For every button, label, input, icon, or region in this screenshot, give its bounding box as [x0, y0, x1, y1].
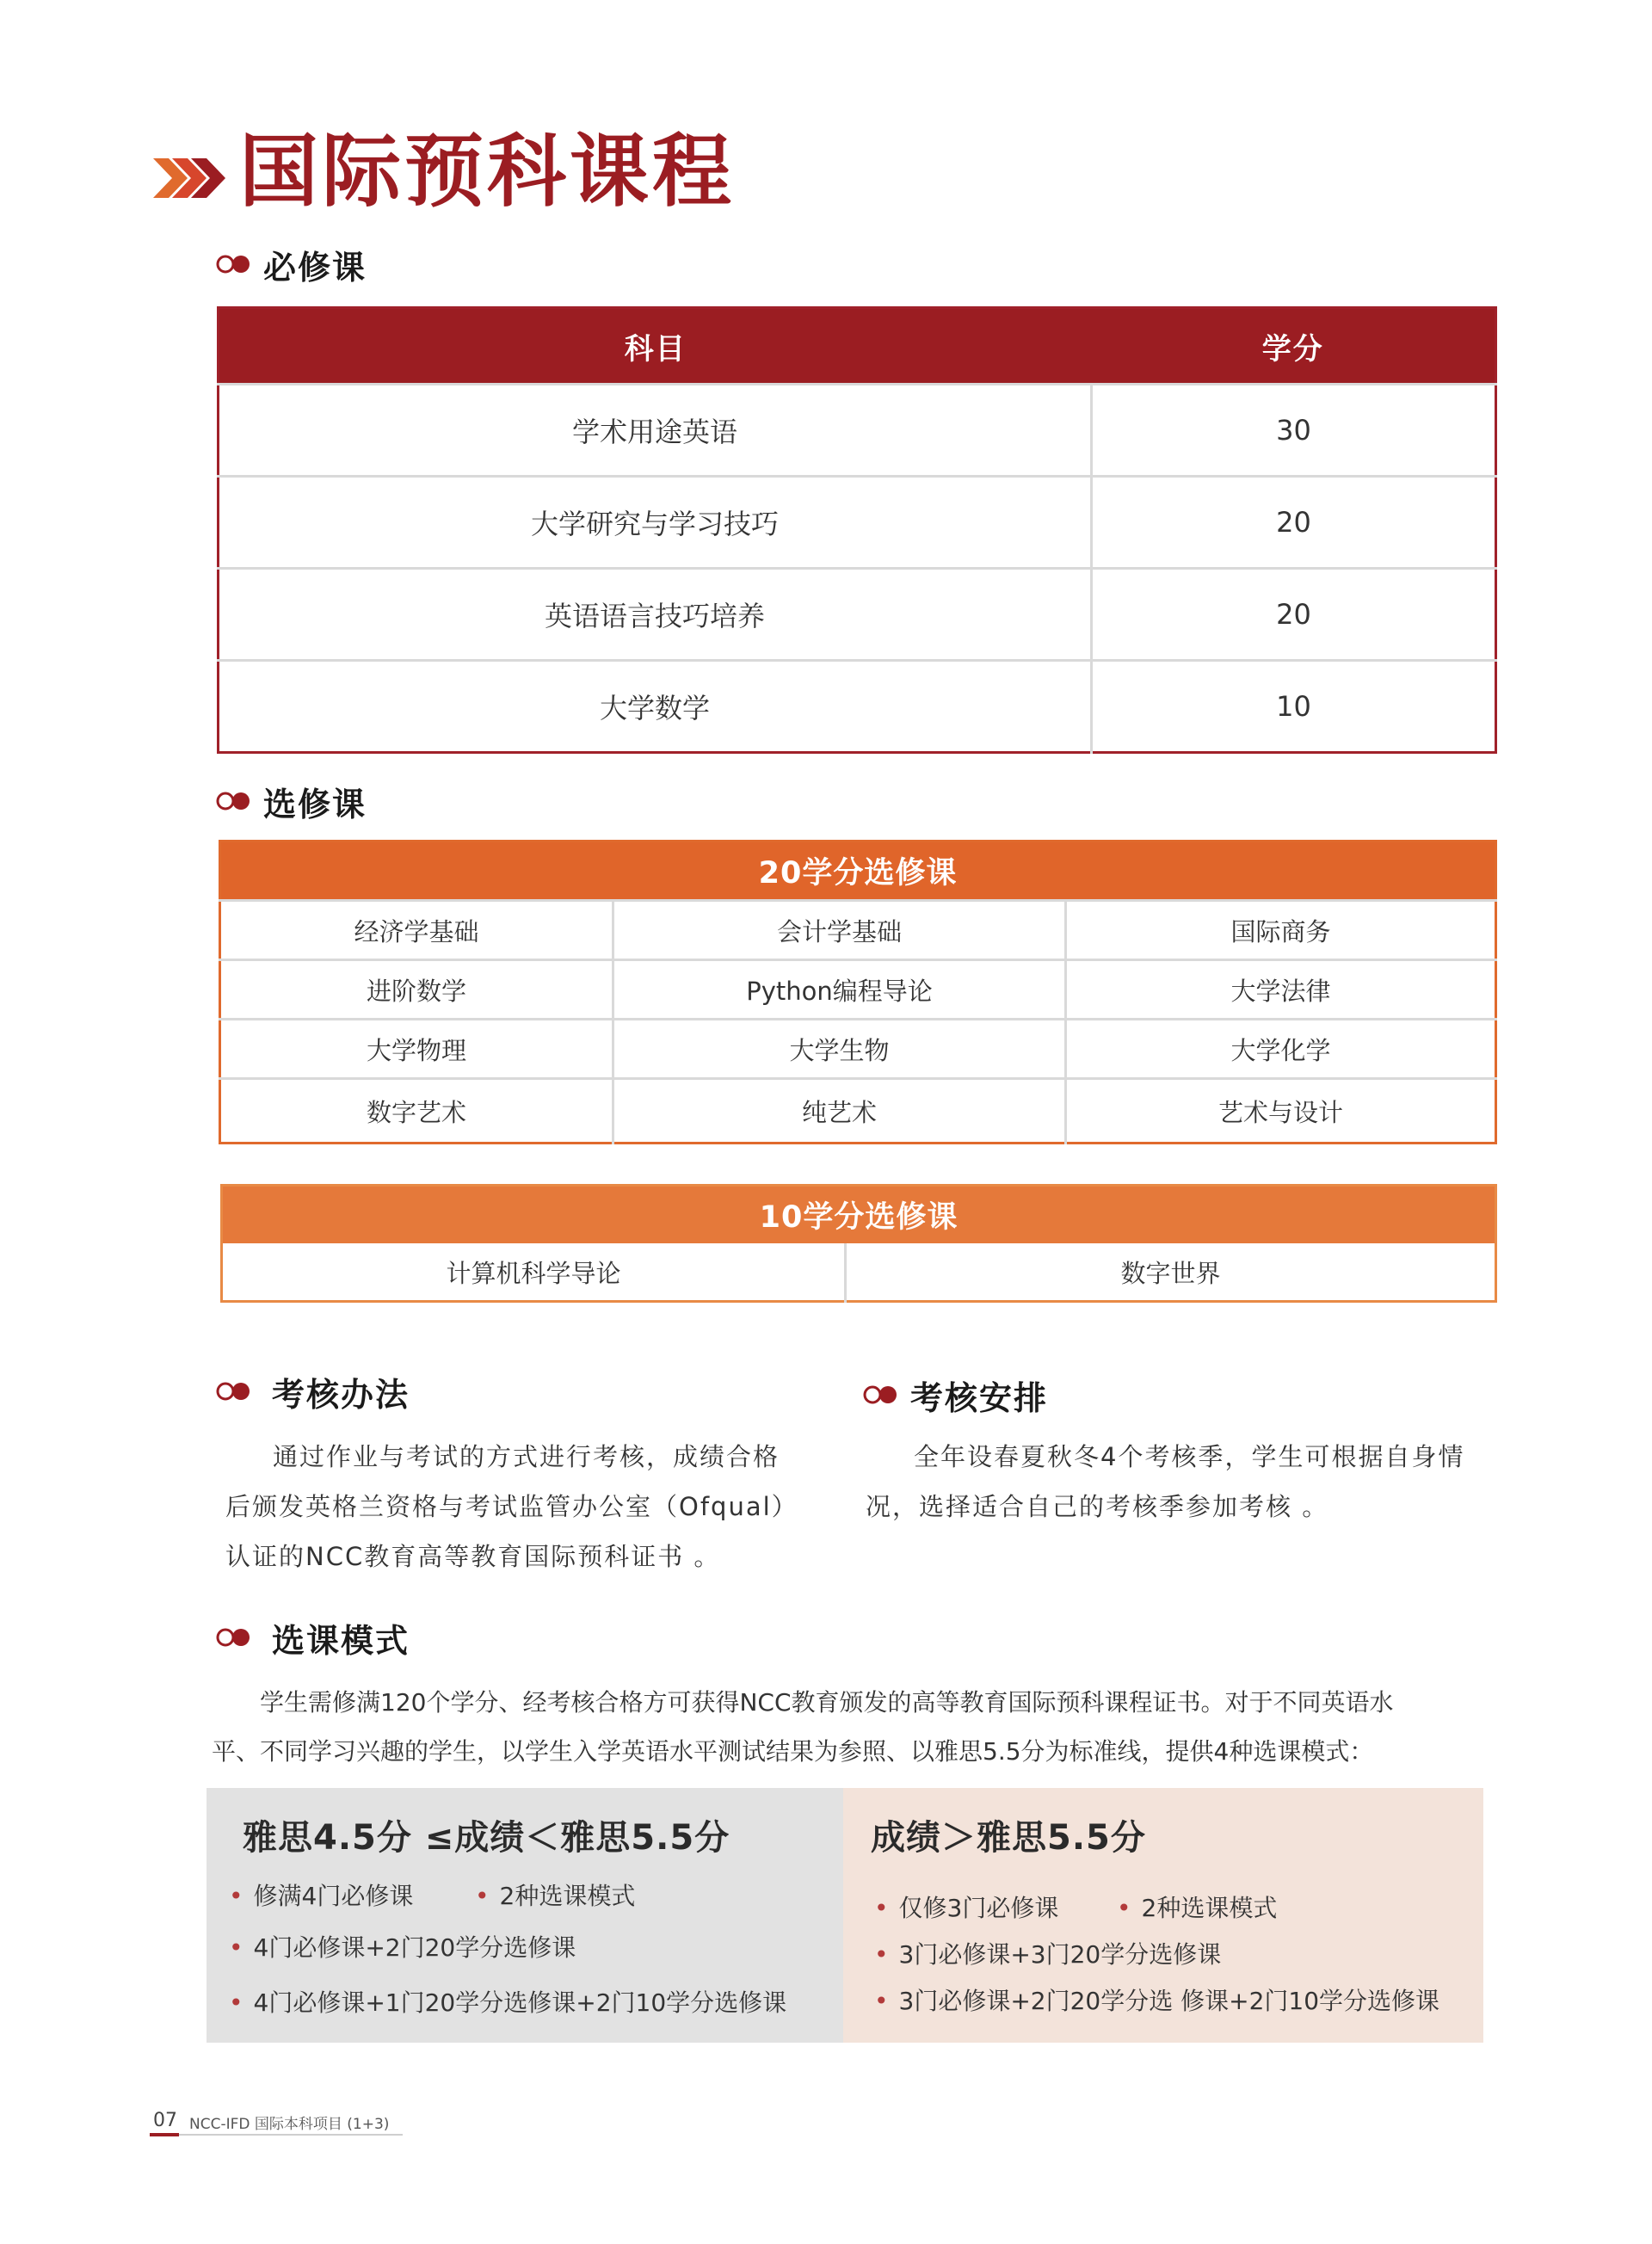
section-electives-title: 选修课 — [263, 785, 367, 823]
section-assessment-method — [215, 1370, 410, 1413]
bullet-icon: • — [229, 1988, 243, 2017]
section-bullet-icon — [215, 1627, 253, 1648]
table-row — [220, 1020, 1496, 1079]
footer-accent — [150, 2133, 179, 2136]
list-item-text: 4门必修课+1门20学分选修课+2门10学分选修课 — [253, 1988, 787, 2017]
list-item-text: 4门必修课+2门20学分选修课 — [253, 1933, 576, 1962]
elective-cell: 大学生物 — [613, 1020, 1066, 1079]
paragraph-line: 学生需修满120个学分、经考核合格方可获得NCC教育颁发的高等教育国际预科课程证书。对于不同英语水 — [260, 1688, 1394, 1717]
elective-cell: Python编程导论 — [613, 960, 1066, 1020]
electives-20-credit-table — [219, 840, 1497, 1144]
section-course-modes-title: 选课模式 — [272, 1621, 410, 1660]
table-row — [222, 1243, 1496, 1302]
list-item — [874, 1982, 1439, 2017]
footer-text: NCC-IFD 国际本科项目 (1+3) — [189, 2116, 390, 2133]
footer-divider — [150, 2134, 403, 2136]
table-header-row — [219, 308, 1496, 385]
list-item-text: 3门必修课+3门20学分选修课 — [898, 1940, 1222, 1969]
table-row — [219, 477, 1496, 569]
bullet-icon: • — [874, 1940, 889, 1969]
list-item-text: 修满4门必修课 — [253, 1882, 414, 1910]
elective-cell: 艺术与设计 — [1066, 1079, 1496, 1144]
elective-cell: 经济学基础 — [220, 901, 613, 960]
section-assessment-schedule-title: 考核安排 — [910, 1378, 1049, 1417]
section-bullet-icon — [862, 1384, 900, 1405]
subject-cell: 大学数学 — [219, 661, 1092, 753]
list-item — [229, 1929, 576, 1964]
paragraph-line: 通过作业与考试的方式进行考核，成绩合格 — [273, 1442, 780, 1471]
paragraph-line: 后颁发英格兰资格与考试监管办公室（Ofqual） — [225, 1492, 798, 1521]
col-credits-header: 学分 — [1092, 308, 1496, 385]
mode-box-title: 成绩＞雅思5.5分 — [871, 1818, 1146, 1858]
mode-box-ielts-4-5 — [206, 1788, 843, 2043]
subject-cell: 学术用途英语 — [219, 385, 1092, 477]
list-item — [874, 1890, 1058, 1924]
table-row — [220, 1079, 1496, 1144]
paragraph-line: 认证的NCC教育高等教育国际预科证书 。 — [225, 1542, 721, 1571]
paragraph-line: 况，选择适合自己的考核季参加考核 。 — [866, 1492, 1329, 1521]
table-row — [220, 960, 1496, 1020]
bullet-icon: • — [874, 1987, 889, 2015]
assessment-method-text — [225, 1432, 811, 1581]
course-modes-intro — [212, 1678, 1502, 1776]
assessment-schedule-text — [866, 1432, 1494, 1532]
section-assessment-method-title: 考核办法 — [272, 1375, 410, 1414]
section-electives — [215, 780, 367, 823]
section-required — [215, 243, 367, 286]
list-item — [229, 1984, 786, 2019]
title-chevron-icon — [153, 155, 225, 201]
section-bullet-icon — [215, 1381, 253, 1402]
section-course-modes — [215, 1616, 410, 1659]
list-item — [475, 1877, 635, 1912]
elective-cell: 大学化学 — [1066, 1020, 1496, 1079]
section-bullet-icon — [215, 791, 253, 811]
list-item-text: 3门必修课+2门20学分选 修课+2门10学分选修课 — [898, 1987, 1440, 2015]
mode-box-ielts-5-5 — [843, 1788, 1483, 2043]
subject-cell: 大学研究与学习技巧 — [219, 477, 1092, 569]
bullet-icon: • — [1117, 1894, 1131, 1922]
section-assessment-schedule — [862, 1373, 1048, 1416]
list-item-text: 仅修3门必修课 — [898, 1894, 1059, 1922]
required-courses-table — [217, 306, 1497, 754]
subject-cell: 英语语言技巧培养 — [219, 569, 1092, 661]
section-bullet-icon — [215, 254, 253, 274]
elective-cell: 数字世界 — [1120, 1258, 1221, 1288]
page-title: 国际预科课程 — [239, 126, 736, 218]
section-required-title: 必修课 — [263, 248, 367, 287]
bullet-icon: • — [229, 1933, 243, 1962]
credits-cell: 30 — [1092, 385, 1496, 477]
list-item — [229, 1877, 413, 1912]
bullet-icon: • — [475, 1882, 490, 1910]
table-row — [219, 569, 1496, 661]
mode-box-title: 雅思4.5分 ≤成绩＜雅思5.5分 — [243, 1818, 730, 1858]
paragraph-line: 平、不同学习兴趣的学生，以学生入学英语水平测试结果为参照、以雅思5.5分为标准线，提供4种选课模式： — [212, 1737, 1374, 1766]
elective-cell: 数字艺术 — [220, 1079, 613, 1144]
bullet-icon: • — [229, 1882, 243, 1910]
paragraph-line: 全年设春夏秋冬4个考核季，学生可根据自身情 — [914, 1442, 1465, 1471]
elective-cell: 大学法律 — [1066, 960, 1496, 1020]
list-item — [874, 1936, 1221, 1970]
electives-20-title: 20学分选修课 — [220, 842, 1496, 901]
list-item-text: 2种选课模式 — [1141, 1894, 1278, 1922]
elective-cell: 计算机科学导论 — [222, 1243, 846, 1302]
electives-10-title: 10学分选修课 — [222, 1186, 1496, 1244]
bullet-icon: • — [874, 1894, 889, 1922]
elective-cell: 纯艺术 — [613, 1079, 1066, 1144]
elective-cell: 国际商务 — [1066, 901, 1496, 960]
table-row — [220, 901, 1496, 960]
credits-cell: 10 — [1092, 661, 1496, 753]
list-item-text: 2种选课模式 — [499, 1882, 636, 1910]
elective-cell: 进阶数学 — [220, 960, 613, 1020]
page-number: 07 — [153, 2110, 177, 2131]
table-row — [219, 385, 1496, 477]
list-item — [1117, 1890, 1277, 1924]
electives-10-credit-table — [220, 1184, 1497, 1303]
credits-cell: 20 — [1092, 477, 1496, 569]
elective-cell: 会计学基础 — [613, 901, 1066, 960]
table-row — [219, 661, 1496, 753]
col-subject-header: 科目 — [219, 308, 1092, 385]
elective-cell: 大学物理 — [220, 1020, 613, 1079]
credits-cell: 20 — [1092, 569, 1496, 661]
